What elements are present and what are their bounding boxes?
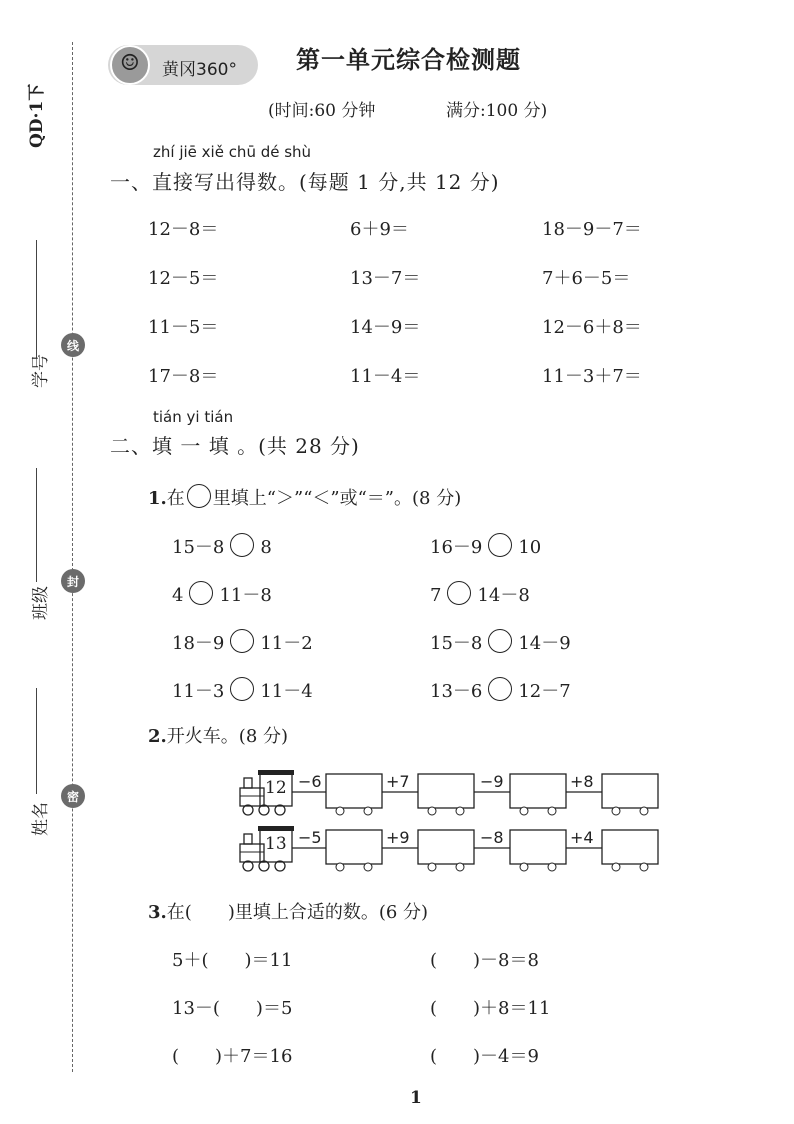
compare-item: 15－8 14－9 — [430, 629, 571, 655]
compare-item: 11－3 11－4 — [172, 677, 313, 703]
answer-circle — [187, 484, 211, 508]
q1-instruction — [148, 484, 461, 510]
math-item: 11－3＋7＝ — [542, 366, 642, 387]
train-op: −9 — [480, 772, 504, 791]
answer-circle[interactable] — [488, 629, 512, 653]
fill-blank-item[interactable]: 5＋( )＝11 — [172, 950, 293, 971]
fill-blank-item[interactable]: ( )＋8＝11 — [430, 998, 551, 1019]
q1-after: 里填上“＞”“＜”或“＝”。(8 分) — [212, 488, 462, 509]
compare-item: 15－8 8 — [172, 533, 272, 559]
exam-score: 满分:100 分) — [446, 101, 548, 121]
train-start-number: 12 — [265, 778, 287, 798]
compare-item: 16－9 10 — [430, 533, 541, 559]
class-label: 班级 — [31, 586, 51, 620]
page-number: 1 — [410, 1088, 422, 1108]
train-row-2 — [236, 824, 666, 874]
train-op: +8 — [570, 772, 594, 791]
math-item: 11－4＝ — [350, 366, 421, 387]
seal-mark-line: 线 — [61, 333, 85, 357]
train-op: +4 — [570, 828, 594, 847]
answer-circle[interactable] — [447, 581, 471, 605]
q3-text: 在( )里填上合适的数。(6 分) — [166, 902, 429, 923]
q3-number: 3. — [148, 902, 167, 923]
answer-circle[interactable] — [230, 533, 254, 557]
train-op: +7 — [386, 772, 410, 791]
q1-before: 在 — [166, 488, 185, 509]
binding-dashed-line — [72, 42, 73, 1072]
train-row-1 — [236, 768, 666, 818]
name-label: 姓名 — [31, 802, 51, 836]
q1-number: 1. — [148, 488, 167, 509]
fill-blank-item[interactable]: 13－( )＝5 — [172, 998, 293, 1019]
math-item: 12－6＋8＝ — [542, 317, 642, 338]
fill-blank-item[interactable]: ( )－8＝8 — [430, 950, 539, 971]
section1-pinyin: zhí jiē xiě chū dé shù — [153, 143, 312, 161]
q2-text: 开火车。(8 分) — [166, 726, 289, 747]
math-item: 7＋6－5＝ — [542, 268, 631, 289]
student-no-line — [36, 240, 37, 358]
train-op: −8 — [480, 828, 504, 847]
section2-pinyin: tián yi tián — [153, 408, 234, 426]
cartoon-mascot-icon — [110, 45, 150, 85]
seal-mark-secret: 密 — [61, 784, 85, 808]
answer-circle[interactable] — [189, 581, 213, 605]
compare-item: 4 11－8 — [172, 581, 272, 607]
answer-circle[interactable] — [488, 677, 512, 701]
brand-text: 黄冈360° — [162, 60, 237, 80]
train-start-number: 13 — [265, 834, 287, 854]
train-op: −6 — [298, 772, 322, 791]
class-line — [36, 468, 37, 582]
fill-blank-item[interactable]: ( )＋7＝16 — [172, 1046, 293, 1067]
q2-number: 2. — [148, 726, 167, 747]
math-item: 13－7＝ — [350, 268, 421, 289]
q3-instruction — [148, 898, 428, 924]
math-item: 18－9－7＝ — [542, 219, 642, 240]
answer-circle[interactable] — [230, 629, 254, 653]
math-item: 17－8＝ — [148, 366, 219, 387]
section2-heading: 二、填 一 填 。(共 28 分) — [110, 434, 360, 458]
math-item: 12－5＝ — [148, 268, 219, 289]
compare-item: 18－9 11－2 — [172, 629, 313, 655]
section1-heading: 一、直接写出得数。(每题 1 分,共 12 分) — [110, 170, 500, 194]
train-op: +9 — [386, 828, 410, 847]
student-no-label: 学号 — [31, 354, 51, 388]
train-op: −5 — [298, 828, 322, 847]
math-item: 12－8＝ — [148, 219, 219, 240]
compare-item: 13－6 12－7 — [430, 677, 571, 703]
math-item: 14－9＝ — [350, 317, 421, 338]
math-item: 6＋9＝ — [350, 219, 409, 240]
seal-mark-seal: 封 — [61, 569, 85, 593]
q2-instruction — [148, 722, 288, 748]
exam-time: (时间:60 分钟 — [268, 101, 376, 121]
answer-circle[interactable] — [230, 677, 254, 701]
name-line — [36, 688, 37, 794]
fill-blank-item[interactable]: ( )－4＝9 — [430, 1046, 539, 1067]
page-title: 第一单元综合检测题 — [296, 46, 521, 74]
compare-item: 7 14－8 — [430, 581, 530, 607]
answer-circle[interactable] — [488, 533, 512, 557]
book-code: QD·1下 — [27, 83, 47, 148]
math-item: 11－5＝ — [148, 317, 219, 338]
